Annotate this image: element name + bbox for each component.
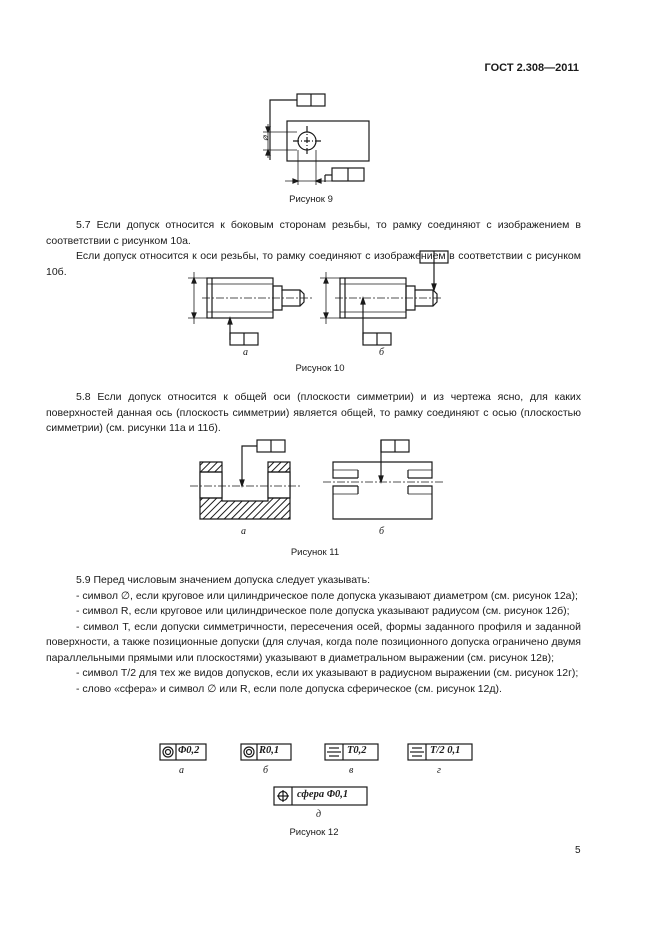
section-5-9-item-5: - слово «сфера» и символ ∅ или R, если поле допуска сферическое (см. рисунок 12д). [76, 682, 502, 695]
figure-11-caption: Рисунок 11 [290, 547, 340, 558]
section-5-7-paragraph-1: 5.7 Если допуск относится к боковым сторонам резьбы, то рамку соединяют с изображением в соответствии с рисунком 10а. [46, 219, 581, 247]
figure-9-caption: Рисунок 9 [289, 194, 333, 205]
figure-10a-drawing [188, 272, 312, 345]
section-5-7-paragraph-2: Если допуск относится к оси резьбы, то рамку соединяют с изображением в соответствии с рисунком 10б. [46, 250, 581, 278]
page-number: 5 [575, 845, 581, 856]
figure-12d-label: г [437, 765, 441, 776]
figure-11b-drawing [323, 440, 443, 519]
document-header: ГОСТ 2.308—2011 [484, 62, 579, 74]
figure-10a-label: а [243, 347, 248, 358]
fig9-dim-label: ⌀ [260, 135, 270, 141]
figure-12a-label: а [179, 765, 184, 776]
section-5-8 [46, 390, 581, 437]
section-5-9 [46, 573, 581, 697]
figure-12b-label: б [263, 765, 269, 776]
section-5-9-item-3: - символ T, если допуски симметричности, пересечения осей, формы заданного профиля и заданной поверхности, а также позиционные допуски (для случая, когда поле позиционного допуска ограничено двумя параллельными прямыми или плоскостями) указывают в диаметральном выражении (см. рисунок 12в); [46, 620, 581, 664]
figure-12b-value: R0,1 [259, 745, 280, 756]
section-5-8-paragraph: 5.8 Если допуск относится к общей оси (плоскости симметрии) и из чертежа ясно, для каких поверхностей данная ось (плоскость симметрии) является общей, то рамку соединяют с осью (плоскостью симметрии) (см. рисунки 11а и 11б). [46, 391, 581, 434]
figure-12a-value: Φ0,2 [178, 745, 200, 756]
figure-11a-drawing [190, 440, 300, 519]
section-5-9-item-2: - символ R, если круговое или цилиндрическое поле допуска указывают радиусом (см. рисунок 12б); [76, 605, 570, 617]
figure-12e-value: сфера Φ0,1 [297, 789, 349, 800]
figure-11b-label: б [379, 526, 385, 537]
figure-12c-label: в [349, 765, 354, 776]
section-5-9-intro: 5.9 Перед числовым значением допуска следует указывать: [76, 574, 370, 586]
figure-9-drawing [263, 94, 369, 185]
figure-12e-label: д [316, 809, 322, 820]
figure-10b-label: б [379, 347, 385, 358]
figure-11a-label: а [241, 526, 246, 537]
figure-10-caption: Рисунок 10 [295, 363, 345, 374]
figure-12-caption: Рисунок 12 [289, 827, 339, 838]
section-5-7 [46, 218, 581, 280]
figure-12d-value: T/2 0,1 [430, 745, 461, 756]
section-5-9-item-4: - символ T/2 для тех же видов допусков, если их указывают в радиусном выражении (см. рисунок 12г); [76, 667, 579, 679]
section-5-9-item-1: - символ ∅, если круговое или цилиндрическое поле допуска указывают диаметром (см. рисунок 12а); [76, 589, 578, 602]
figure-12c-value: T0,2 [347, 745, 367, 756]
